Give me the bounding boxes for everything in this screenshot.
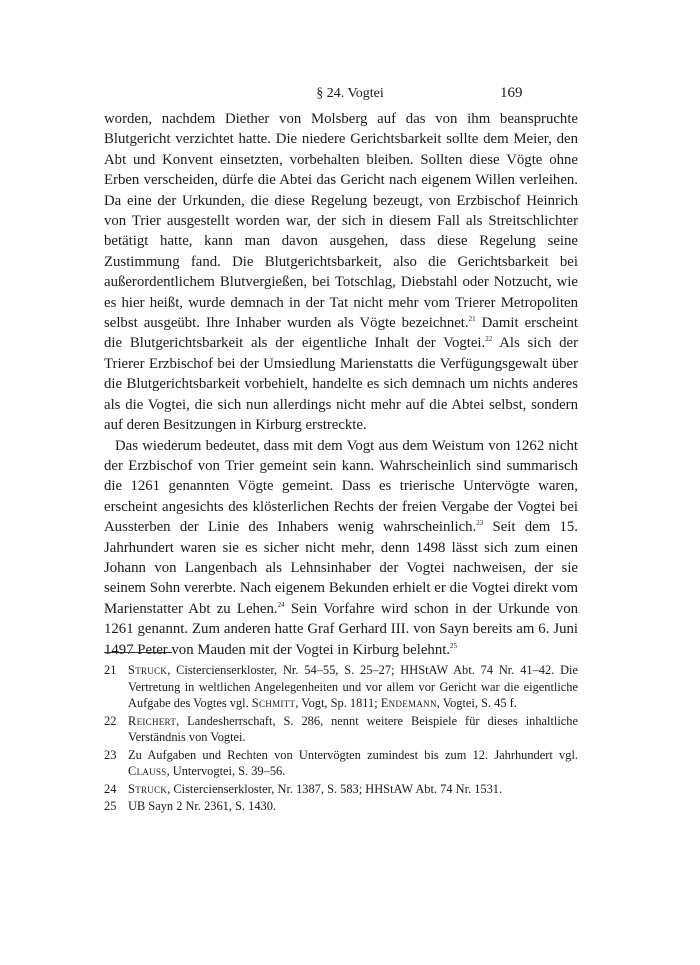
footnotes xyxy=(104,662,578,816)
text-run: , Cistercienserkloster, Nr. 1387, S. 583; HHStAW Abt. 74 Nr. 1531. xyxy=(167,781,503,796)
page-number: 169 xyxy=(500,85,523,101)
text-run: Seit dem 15. Jahrhundert waren sie es sicher nicht mehr, denn 1498 lässt sich zum einen Johann von Langenbach als Lehnsinhaber der Vogtei nachweisen, der sie seinem Sohn vererbte. Nach eigenem Bekunden erhielt er die Vogtei direkt vom Marienstatter Abt zu Lehen. xyxy=(104,519,578,617)
footnote-text xyxy=(128,747,578,780)
text-run: Zu Aufgaben und Rechten von Untervögten zumindest bis zum 12. Jahrhundert vgl. xyxy=(128,747,578,762)
footnote-text xyxy=(128,662,578,712)
footnote-reference: 22 xyxy=(485,335,493,344)
text-run: , Cistercienserkloster, Nr. 54–55, S. 25–27; HHStAW Abt. 74 Nr. 41–42. Die Vertretung in weltlichen Angelegenheiten und vor allem vor Gericht war die eigentliche Aufgabe des Vogtes vgl. xyxy=(128,663,578,710)
footnote-text xyxy=(128,781,578,798)
footnote xyxy=(104,713,578,746)
footnote-number: 24 xyxy=(104,781,117,796)
text-run: Als sich der Trierer Erzbischof bei der Umsiedlung Marienstatts die Verfügungsgewalt über die Blutgerichtsbarkeit vorbehielt, handelte es sich demnach um nichts anderes als die Vogtei, die sich nun allerdings nicht mehr auf die Abtei selbst, sondern auf deren Besitzungen in Kirburg erstreckte. xyxy=(104,335,578,434)
paragraph xyxy=(104,436,578,660)
footnote-reference: 25 xyxy=(450,641,458,650)
footnote-text xyxy=(128,798,578,815)
text-run: Sein Vorfahre wird schon in der Urkunde von 1261 genannt. Zum anderen hatte Graf Gerhard III. von Sayn bereits am 6. Juni 1497 Peter von Mauden mit der Vogtei in Kirburg belehnt. xyxy=(104,600,578,658)
footnote-number: 21 xyxy=(104,663,117,677)
author-name: Struck xyxy=(128,781,168,796)
footnote-reference: 24 xyxy=(277,600,285,609)
author-name: Reichert xyxy=(128,713,177,728)
text-run: , Landesherrschaft, S. 286, nennt weitere Beispiele für dieses inhaltliche Verständnis von Vogtei. xyxy=(128,713,578,744)
footnote-text xyxy=(128,713,578,746)
footnote-number: 23 xyxy=(104,747,117,762)
author-name: Endemann xyxy=(380,696,437,710)
text-run: worden, nachdem Diether von Molsberg auf das von ihm beanspruchte Blutgericht verzichtet hatte. Die niedere Gerichtsbarkeit sollte dem Meier, den Abt und Konvent einsetzten, vorbehalten bleiben. Sollten diese Vögte ohne Erben verscheiden, dürfe die Abtei das Gericht nach eigenem Willen verleihen. Da eine der Urkunden, die diese Regelung bezeugt, von Erzbischof Heinrich von Trier ausgestellt worden war, der sich in diesem Fall als Streitschlichter betätigt hatte, kann man davon ausgehen, dass diese Regelung seine Zustimmung fand. Die Blutgerichtsbarkeit, also die Gerichtsbarkeit bei außerordentlichem Blutvergießen, bei Totschlag, Diebstahl oder Notzucht, wie es hier heißt, wurde demnach in der Tat nicht mehr vom Trierer Metropoliten selbst ausgeübt. Ihre Inhaber wurden als Vögte bezeichnet. xyxy=(104,111,578,332)
text-run: , Vogt, Sp. 1811; xyxy=(295,696,381,710)
footnote-number: 25 xyxy=(104,799,117,813)
footnote xyxy=(104,747,578,780)
author-name: Struck xyxy=(128,663,168,677)
footnote xyxy=(104,662,578,712)
footnote xyxy=(104,781,578,798)
paragraph xyxy=(104,109,578,436)
text-run: UB Sayn 2 Nr. 2361, S. 1430. xyxy=(128,799,277,813)
text-run: , Vogtei, S. 45 f. xyxy=(436,696,517,710)
footnote-number: 22 xyxy=(104,713,117,728)
running-header-title: § 24. Vogtei xyxy=(316,86,384,101)
footnote xyxy=(104,798,578,815)
footnote-separator xyxy=(104,652,172,653)
text-run: , Untervogtei, S. 39–56. xyxy=(166,764,286,778)
main-text xyxy=(104,109,578,660)
author-name: Clauss xyxy=(128,764,167,778)
text-run: Das wiederum bedeutet, dass mit dem Vogt aus dem Weistum von 1262 nicht der Erzbischof von Trier gemeint sein kann. Wahrscheinlich sind summarisch die 1261 genannten Vögte gemeint. Dass es trierische Untervögte waren, erscheint angesichts des klösterlichen Rechts der freien Vergabe der Vogtei bei Aussterben der Linie des Inhabers wenig wahrscheinlich. xyxy=(104,437,578,536)
author-name: Schmitt xyxy=(251,696,296,710)
footnote-reference: 23 xyxy=(476,519,484,528)
text-run: Damit erscheint die Blutgerichtsbarkeit als der eigentliche Inhalt der Vogtei. xyxy=(104,315,578,352)
footnote-reference: 21 xyxy=(468,315,476,324)
